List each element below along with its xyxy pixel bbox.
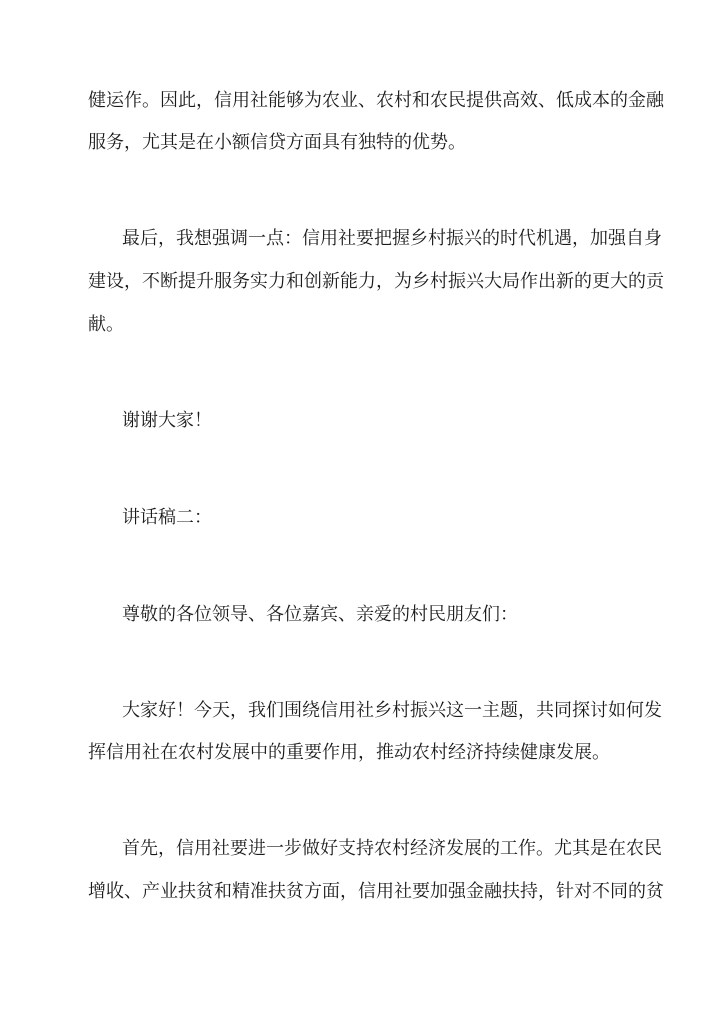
paragraph-1-line-1: 健运作。因此，信用社能够为农业、农村和农民提供高效、低成本的金融 — [88, 90, 664, 111]
paragraph-7-line-1: 首先，信用社要进一步做好支持农村经济发展的工作。尤其是在农民 — [122, 838, 662, 859]
paragraph-1-line-2: 服务，尤其是在小额信贷方面具有独特的优势。 — [88, 132, 466, 153]
thanks-line: 谢谢大家！ — [122, 410, 212, 431]
speech-two-heading: 讲话稿二： — [122, 507, 212, 528]
paragraph-7-line-2: 增收、产业扶贫和精准扶贫方面，信用社要加强金融扶持，针对不同的贫 — [88, 881, 664, 902]
paragraph-2-line-1: 最后，我想强调一点：信用社要把握乡村振兴的时代机遇，加强自身 — [122, 228, 662, 249]
paragraph-2-line-3: 献。 — [88, 314, 124, 335]
salutation-line: 尊敬的各位领导、各位嘉宾、亲爱的村民朋友们： — [122, 604, 518, 625]
paragraph-6-line-2: 挥信用社在农村发展中的重要作用，推动农村经济持续健康发展。 — [88, 742, 610, 763]
paragraph-2-line-2: 建设，不断提升服务实力和创新能力，为乡村振兴大局作出新的更大的贡 — [88, 271, 664, 292]
paragraph-6-line-1: 大家好！今天，我们围绕信用社乡村振兴这一主题，共同探讨如何发 — [122, 700, 662, 721]
